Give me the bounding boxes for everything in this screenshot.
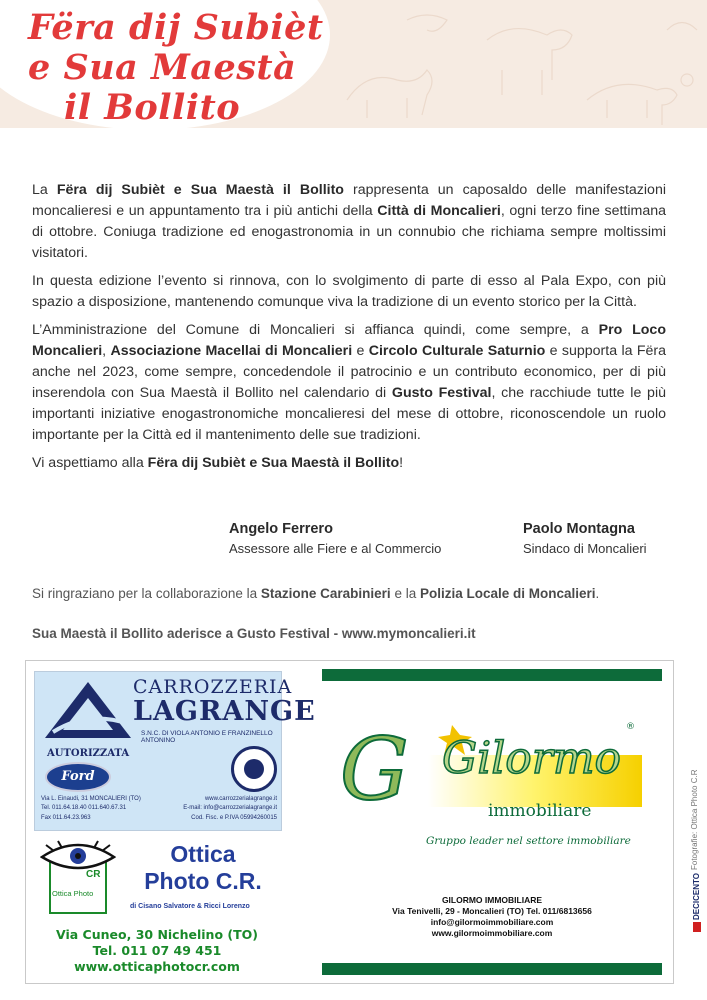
bold-text: Pro Loco Moncalieri (32, 322, 666, 359)
bold-text: Gusto Festival (391, 385, 492, 401)
bold-text: Stazione Carabinieri (260, 586, 391, 601)
title-line-2: e Sua Maestà (28, 47, 297, 88)
gilormo-company: GILORMO IMMOBILIARE (441, 895, 543, 905)
paragraph-3: L’Amministrazione del Comune di Moncalieri si affianca quindi, come sempre, a Pro Loco Moncalieri, Associazione Macellai di Moncalieri e Circolo Culturale Saturnio e supporta la Fëra anche nel 2023, come sempre, concedendole il patrocinio e un contributo economico, per di più inserendola con Sua Maestà il Bollito nel calendario di Gusto Festival, che racchiude tutte le più importanti iniziative enogastronomiche moncalieresi del mese di ottobre, riconoscendole un ruolo importante per la Città ed il mantenimento delle sue tradizioni. (32, 322, 667, 443)
lagrange-authorized: AUTORIZZATA (47, 748, 130, 759)
ottica-logo (40, 839, 116, 915)
photo-credit: Fotografie: Ottica Photo C.R (690, 769, 699, 870)
lagrange-fax-row (41, 815, 277, 821)
ottica-address: Via Cuneo, 30 Nichelino (TO) (56, 927, 258, 942)
lagrange-brand-line1: CARROZZERIA (133, 676, 293, 698)
ford-logo: Ford (45, 762, 111, 792)
ottica-phone: Tel. 011 07 49 451 (92, 943, 222, 958)
gilormo-logo (332, 695, 652, 845)
signer-name: Angelo Ferrero (229, 521, 333, 537)
green-band-bottom (322, 963, 662, 975)
signer-role: Sindaco di Moncalieri (523, 541, 647, 556)
printer-name: DECICENTO (692, 873, 701, 920)
lagrange-phone-row (41, 805, 277, 811)
ad-gilormo-immobiliare (322, 669, 662, 975)
event-title (28, 8, 324, 128)
signature-left (229, 520, 441, 558)
lagrange-owners: S.N.C. DI VIOLA ANTONIO E FRANZINELLO ANTONINO (141, 730, 273, 744)
gilormo-contacts (322, 895, 662, 939)
ottica-website: www.otticaphotocr.com (74, 959, 240, 974)
lagrange-address-row (41, 796, 277, 802)
thanks-text: Si ringraziano per la collaborazione la Stazione Carabinieri e la Polizia Locale di Moncalieri. (32, 586, 600, 601)
farm-animals-pattern (287, 0, 707, 128)
gilormo-address: Via Tenivelli, 29 - Moncalieri (TO) Tel. 011/6813656 (392, 906, 592, 916)
gilormo-logo-text: Gilormo (442, 733, 622, 784)
bold-text: Associazione Macellai di Moncalieri (110, 343, 353, 359)
header-banner (0, 0, 707, 128)
ad-ottica-photo-cr (34, 837, 280, 975)
lagrange-fax: Fax 011.64.23.963 (41, 815, 91, 821)
bold-text: Polizia Locale di Moncalieri (419, 586, 596, 601)
lagrange-vat: Cod. Fisc. e P.IVA 05994260015 (191, 815, 277, 821)
gilormo-immobiliare: immobiliare (488, 801, 592, 821)
signature-right (523, 520, 647, 558)
paragraph-4: Vi aspettiamo alla Fëra dij Subièt e Sua Maestà il Bollito! (32, 455, 404, 471)
gusto-festival-note: Sua Maestà il Bollito aderisce a Gusto Festival - www.mymoncalieri.it (32, 626, 476, 641)
sponsors-box (25, 660, 674, 984)
lagrange-address: Via L. Einaudi, 31 MONCALIERI (TO) (41, 796, 141, 802)
eye-icon (40, 839, 116, 915)
ottica-logo-text: Ottica Photo (52, 889, 94, 898)
printer-logo (692, 873, 701, 932)
title-line-3: il Bollito (64, 87, 241, 128)
gilormo-tagline: Gruppo leader nel settore immobiliare (426, 835, 631, 847)
bold-text: Circolo Culturale Saturnio (368, 343, 546, 359)
lagrange-brand (133, 676, 316, 727)
signer-role: Assessore alle Fiere e al Commercio (229, 541, 442, 556)
gilormo-website: www.gilormoimmobiliare.com (431, 928, 553, 938)
bold-text: Fëra dij Subièt e Sua Maestà il Bollito (56, 182, 344, 198)
body-text (32, 180, 666, 481)
paragraph-1: La Fëra dij Subièt e Sua Maestà il Bollito rappresenta un caposaldo delle manifestazioni moncalieresi e un appuntamento tra i più antichi della Città di Moncalieri, ogni terzo fine settimana di ottobre. Coniuga tradizione ed enogastronomia in un connubio che richiama sempre moltissimi visitatori. (32, 182, 667, 261)
bold-text: Città di Moncalieri (377, 203, 501, 219)
signer-name: Paolo Montagna (523, 521, 635, 537)
gilormo-logo-g: G (340, 720, 409, 820)
ottica-owners: di Cisano Salvatore & Ricci Lorenzo (130, 903, 250, 910)
ottica-name-line1: Ottica (170, 841, 236, 867)
ottica-name-line2: Photo C.R. (144, 868, 262, 894)
paragraph-2: In questa edizione l’evento si rinnova, con lo svolgimento di parte di esso al Pala Expo, con più spazio a disposizione, mantenendo comunque viva la tradizione di un evento storico per la Città. (32, 273, 666, 310)
bold-text: Fëra dij Subièt e Sua Maestà il Bollito (147, 455, 400, 471)
title-line-1: Fëra dij Subièt (28, 7, 324, 48)
gilormo-email: info@gilormoimmobiliare.com (430, 917, 554, 927)
ottica-name (128, 841, 278, 895)
green-band-top (322, 669, 662, 681)
lagrange-website: www.carrozzerialagrange.it (204, 796, 277, 802)
lagrange-phone: Tel. 011.64.18.40 011.640.67.31 (41, 805, 127, 811)
lagrange-brand-line2: LAGRANGE (133, 696, 316, 727)
ad-carrozzeria-lagrange (34, 671, 316, 831)
certification-seal-icon (231, 746, 277, 792)
printer-logo-mark (693, 922, 701, 932)
lagrange-email: E-mail: info@carrozzerialagrange.it (183, 805, 277, 811)
ottica-logo-cr: CR (86, 869, 101, 880)
lagrange-logo-icon (43, 680, 133, 740)
ottica-contacts (34, 927, 280, 975)
registered-mark: ® (626, 722, 635, 732)
